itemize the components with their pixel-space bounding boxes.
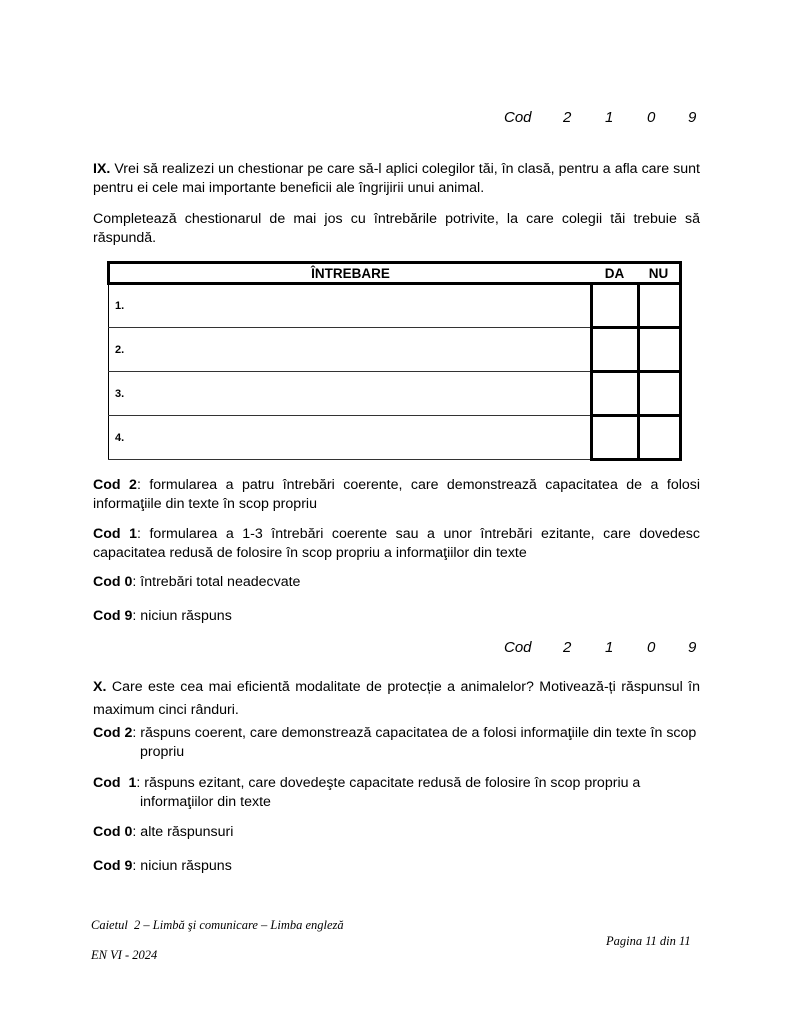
scoring-text-continued: informaţiilor din texte bbox=[140, 794, 271, 810]
cod-value-9: 9 bbox=[688, 109, 697, 126]
scoring-code: Cod 9 bbox=[93, 858, 133, 874]
questionnaire-table bbox=[107, 261, 682, 461]
table-row bbox=[109, 416, 681, 460]
scoring-x-cod-2 bbox=[93, 724, 700, 762]
cod-value-2: 2 bbox=[563, 109, 572, 126]
scoring-ix-cod-9 bbox=[93, 607, 700, 626]
scoring-code: Cod 1 bbox=[93, 775, 137, 791]
header-question: ÎNTREBARE bbox=[109, 263, 592, 284]
footer-exam: EN VI - 2024 bbox=[91, 948, 158, 962]
cod-label: Cod bbox=[504, 639, 532, 656]
scoring-code: Cod 9 bbox=[93, 608, 133, 624]
question-x bbox=[93, 676, 700, 722]
question-field-1[interactable]: 1. bbox=[109, 284, 592, 328]
scoring-text: : niciun răspuns bbox=[132, 608, 232, 624]
cod-header-x bbox=[0, 639, 792, 659]
table-row bbox=[109, 284, 681, 328]
cod-value-0: 0 bbox=[647, 639, 656, 656]
scoring-x-cod-1 bbox=[93, 774, 700, 812]
scoring-code: Cod 1 bbox=[93, 526, 138, 542]
scoring-ix-cod-1 bbox=[93, 525, 700, 563]
no-box-4[interactable] bbox=[638, 416, 681, 460]
scoring-x-cod-9 bbox=[93, 857, 700, 876]
scoring-ix-cod-0 bbox=[93, 573, 700, 592]
cod-header-ix bbox=[0, 109, 792, 129]
scoring-text: : niciun răspuns bbox=[132, 858, 232, 874]
cod-value-1: 1 bbox=[605, 639, 614, 656]
scoring-text: : răspuns ezitant, care dovedeşte capacitate redusă de folosire în scop propriu a bbox=[136, 775, 641, 791]
yes-box-1[interactable] bbox=[591, 284, 638, 328]
no-box-3[interactable] bbox=[638, 372, 681, 416]
no-box-2[interactable] bbox=[638, 328, 681, 372]
footer-booklet: Caietul 2 – Limbă şi comunicare – Limba engleză bbox=[91, 918, 344, 932]
scoring-text: : alte răspunsuri bbox=[132, 824, 234, 840]
question-ix bbox=[93, 160, 700, 198]
yes-box-4[interactable] bbox=[591, 416, 638, 460]
cod-label: Cod bbox=[504, 109, 532, 126]
no-box-1[interactable] bbox=[638, 284, 681, 328]
yes-box-3[interactable] bbox=[591, 372, 638, 416]
cod-value-0: 0 bbox=[647, 109, 656, 126]
scoring-code: Cod 2 bbox=[93, 477, 137, 493]
cod-value-2: 2 bbox=[563, 639, 572, 656]
header-no: NU bbox=[638, 263, 681, 284]
cod-value-1: 1 bbox=[605, 109, 614, 126]
question-ix-instruction: Completează chestionarul de mai jos cu întrebările potrivite, la care colegii tăi trebuie să răspundă. bbox=[93, 211, 700, 246]
scoring-text: : formularea a patru întrebări coerente, care demonstrează capacitatea de a folosi informaţiile din texte în scop propriu bbox=[93, 477, 700, 512]
question-field-3[interactable]: 3. bbox=[109, 372, 592, 416]
yes-box-2[interactable] bbox=[591, 328, 638, 372]
question-ix-text: Vrei să realizezi un chestionar pe care să-l aplici colegilor tăi, în clasă, pentru a afla care sunt pentru ei cele mai importante beneficii ale îngrijirii unui animal. bbox=[93, 161, 700, 196]
scoring-code: Cod 0 bbox=[93, 574, 133, 590]
question-x-number: X. bbox=[93, 679, 107, 695]
question-field-4[interactable]: 4. bbox=[109, 416, 592, 460]
scoring-text: : întrebări total neadecvate bbox=[132, 574, 301, 590]
scoring-code: Cod 0 bbox=[93, 824, 133, 840]
scoring-text-continued: propriu bbox=[140, 744, 185, 760]
question-field-2[interactable]: 2. bbox=[109, 328, 592, 372]
question-ix-number: IX. bbox=[93, 161, 111, 177]
question-x-text: Care este cea mai eficientă modalitate de protecție a animalelor? Motivează-ți răspunsul în maximum cinci rânduri. bbox=[93, 679, 700, 718]
scoring-text: : răspuns coerent, care demonstrează capacitatea de a folosi informaţiile din texte în scop bbox=[132, 725, 697, 741]
footer-page-number: Pagina 11 din 11 bbox=[606, 934, 691, 948]
scoring-ix-cod-2 bbox=[93, 476, 700, 514]
header-yes: DA bbox=[591, 263, 638, 284]
scoring-x-cod-0 bbox=[93, 823, 700, 842]
scoring-text: : formularea a 1-3 întrebări coerente sau a unor întrebări ezitante, care dovedesc capacitatea redusă de folosire în scop propriu a informaţiilor din texte bbox=[93, 526, 700, 561]
table-header-row bbox=[109, 263, 681, 284]
cod-value-9: 9 bbox=[688, 639, 697, 656]
table-row bbox=[109, 372, 681, 416]
table-row bbox=[109, 328, 681, 372]
scoring-code: Cod 2 bbox=[93, 725, 133, 741]
